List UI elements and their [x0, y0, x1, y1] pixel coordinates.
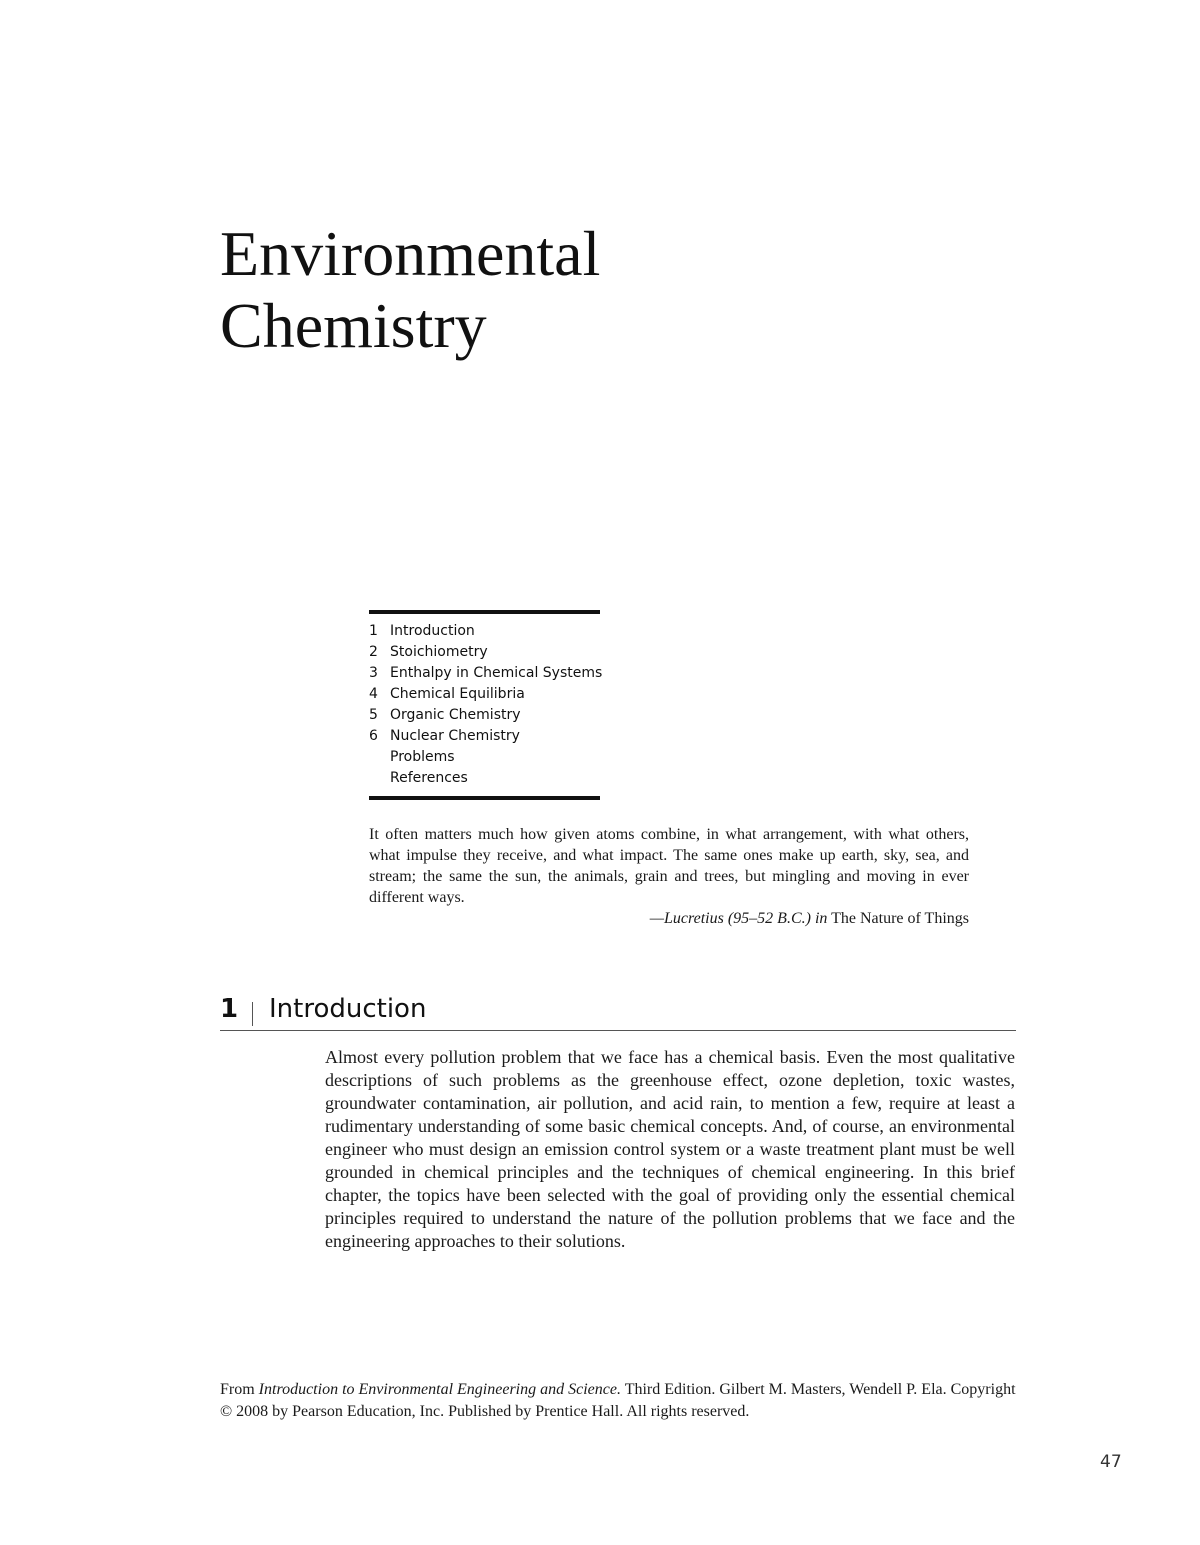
- toc-item: [369, 663, 603, 684]
- toc-bottom-rule: [369, 796, 600, 800]
- toc-item-number: 1: [369, 623, 378, 639]
- epigraph-quote: It often matters much how given atoms combine, in what arrangement, with what others, what impulse they receive, and what impact. The same ones make up earth, sky, sea, and stream; the same the sun, the animals, grain and trees, but mingling and moving in ever different ways.: [369, 826, 969, 906]
- toc-item-label: Introduction: [390, 623, 475, 639]
- toc-item-label: Problems: [390, 749, 455, 765]
- toc-item: [369, 684, 600, 705]
- toc-item-label: References: [390, 770, 468, 786]
- source-book-title: Introduction to Environmental Engineering and Science.: [258, 1381, 621, 1398]
- section-heading: [220, 988, 1016, 1031]
- source-prefix: From: [220, 1381, 255, 1398]
- epigraph-work: The Nature of Things: [831, 910, 969, 927]
- chapter-title-line-2: Chemistry: [220, 290, 487, 361]
- toc-item-label: Organic Chemistry: [390, 707, 521, 723]
- toc-item: [369, 768, 600, 789]
- epigraph-attribution: [369, 908, 969, 929]
- toc-item-label: Nuclear Chemistry: [390, 728, 520, 744]
- section-divider: [252, 1002, 253, 1026]
- chapter-title-line-1: Environmental: [220, 218, 601, 289]
- toc-item: [369, 642, 600, 663]
- toc-item-number: 3: [369, 665, 378, 681]
- chapter-title: [220, 218, 600, 362]
- epigraph-author: —Lucretius (95–52 B.C.) in: [649, 910, 828, 927]
- toc-item-label: Enthalpy in Chemical Systems: [390, 665, 603, 681]
- section-body-paragraph: Almost every pollution problem that we face has a chemical basis. Even the most qualitative descriptions of such problems as the greenhouse effect, ozone depletion, toxic wastes, groundwater contamination, air pollution, and acid rain, to mention a few, require at least a rudimentary understanding of some basic chemical concepts. And, of course, an environmental engineer who must design an emission control system or a waste treatment plant must be well grounded in chemical principles and the techniques of chemical engineering. In this brief chapter, the topics have been selected with the goal of providing only the essential chemical principles required to understand the nature of the pollution problems that we face and the engineering approaches to their solutions.: [325, 1047, 1015, 1251]
- toc-item: [369, 747, 600, 768]
- toc-list: [369, 614, 603, 796]
- toc-item-label: Stoichiometry: [390, 644, 488, 660]
- section-number: 1: [220, 994, 239, 1024]
- toc-item: [369, 705, 600, 726]
- toc-item: [369, 726, 600, 747]
- toc-item-number: 2: [369, 644, 378, 660]
- section-title: Introduction: [269, 994, 427, 1024]
- toc-item-label: Chemical Equilibria: [390, 686, 525, 702]
- toc-item-number: 4: [369, 686, 378, 702]
- chapter-contents: [369, 610, 603, 800]
- toc-item-number: [369, 747, 390, 768]
- source-note: [220, 1379, 1016, 1423]
- toc-item-number: [369, 768, 390, 789]
- toc-item-number: 6: [369, 728, 378, 744]
- epigraph: [369, 824, 969, 929]
- toc-item: [369, 621, 600, 642]
- page-number: 47: [1100, 1452, 1122, 1472]
- toc-item-number: 5: [369, 707, 378, 723]
- source-details: Third Edition. Gilbert M. Masters, Wendell P. Ela. Copyright © 2008 by Pearson Education, Inc. Published by Prentice Hall. All rights reserved.: [220, 1381, 1016, 1420]
